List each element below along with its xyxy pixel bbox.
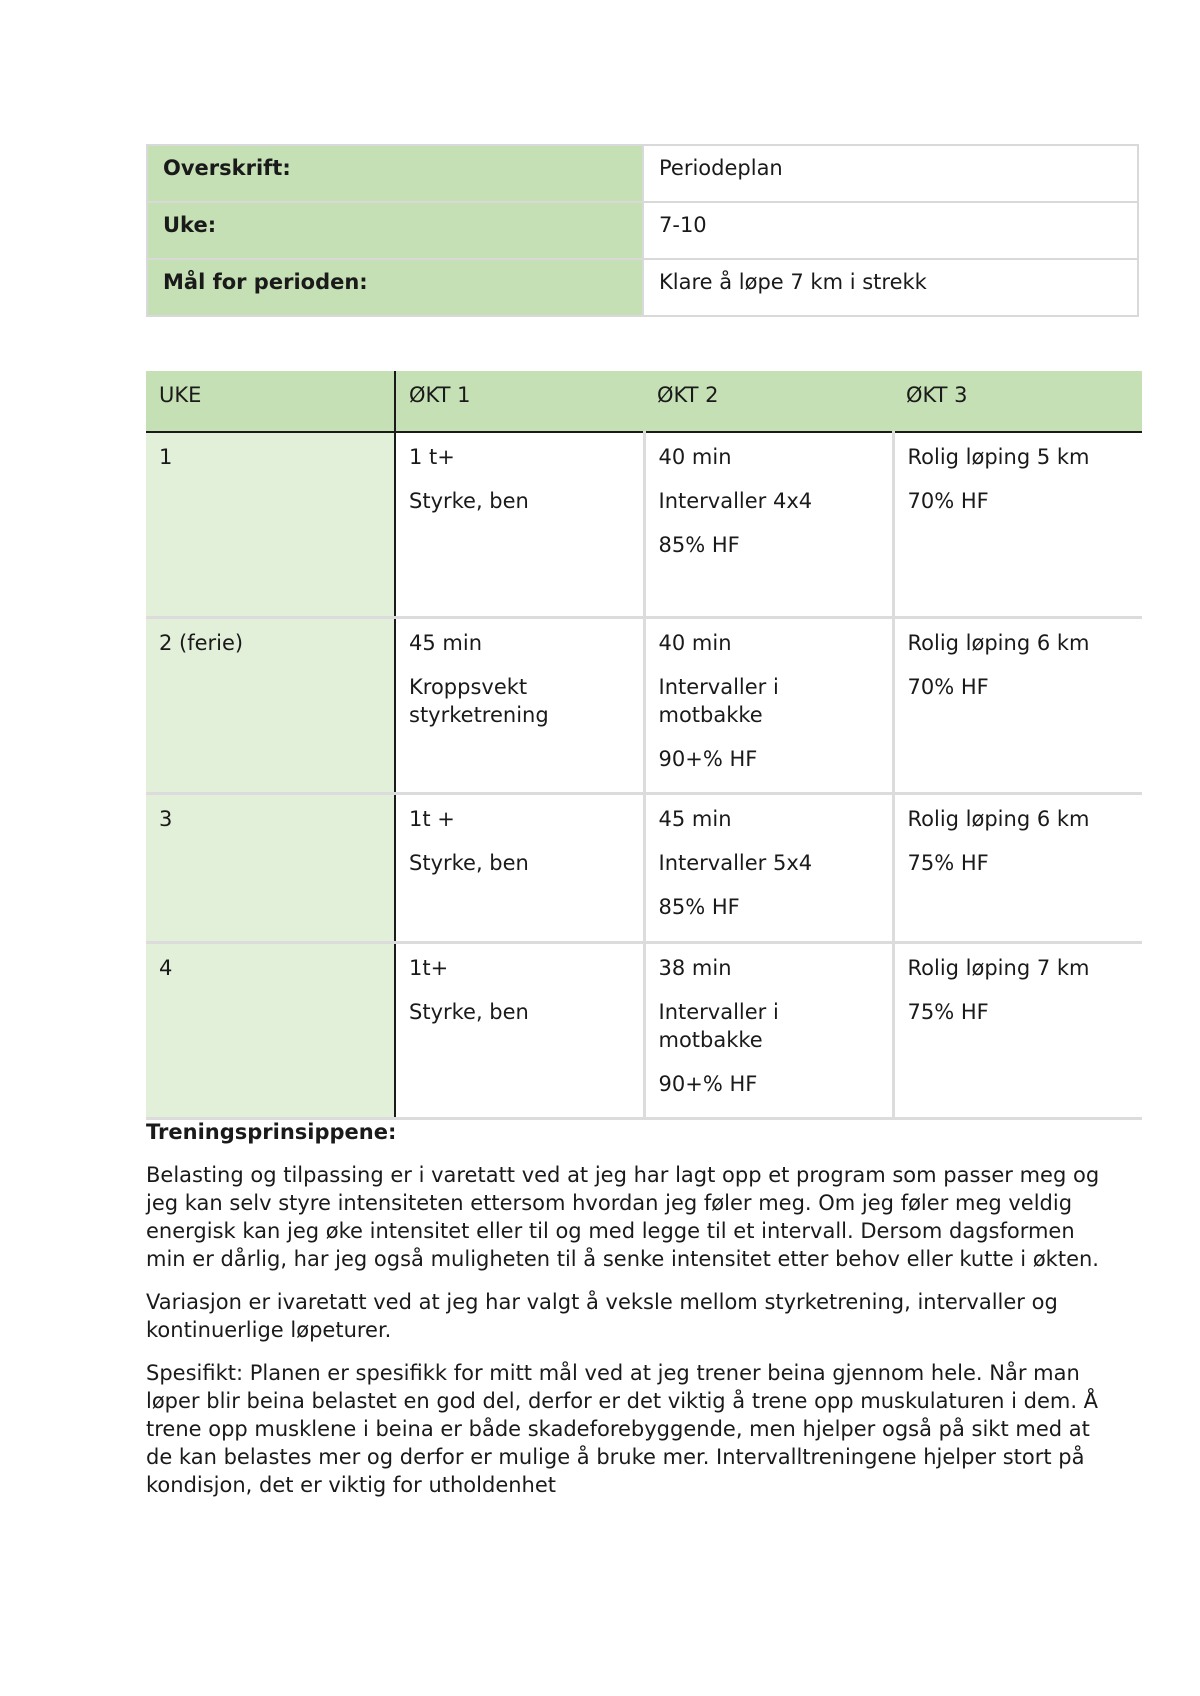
session-text: Rolig løping 6 km: [907, 806, 1090, 831]
principles-paragraph-variation: Variasjon er ivaretatt ved at jeg har valgt å veksle mellom styrketrening, intervaller og kontinuerlige løpeturer.: [146, 1290, 1058, 1342]
session-text: 45 min: [409, 630, 482, 655]
session-text: 1t +: [409, 806, 455, 831]
header-session-3: ØKT 3: [893, 371, 1142, 432]
session-3-cell: [893, 942, 1142, 1118]
session-text: Intervaller i motbakke: [658, 999, 779, 1052]
week-number: 1: [159, 445, 173, 469]
session-text: 40 min: [658, 445, 732, 469]
goal-value: Klare å løpe 7 km i strekk: [643, 259, 1138, 316]
session-text: 90+% HF: [658, 746, 758, 771]
principles-paragraph-load: Belasting og tilpassing er i varetatt ved at jeg har lagt opp et program som passer meg og jeg kan selv styre intensiteten ettersom hvordan jeg føler meg. Om jeg føler meg veldig energisk kan jeg øke intensitet eller til og med legge til et intervall. Dersom dagsformen min er dårlig, har jeg også muligheten til å senke intensitet etter behov eller kutte i økten.: [146, 1163, 1100, 1271]
plan-header-row: [146, 371, 1142, 432]
session-2-cell: [644, 793, 893, 942]
week-cell: [146, 793, 395, 942]
session-text: Intervaller 5x4: [658, 850, 813, 875]
principles-title: Treningsprinsippene:: [146, 1120, 397, 1144]
session-1-cell: [395, 432, 644, 617]
session-1-cell: [395, 793, 644, 942]
session-text: 90+% HF: [658, 1071, 758, 1096]
session-text: 85% HF: [658, 894, 740, 919]
week-label: Uke:: [147, 202, 643, 259]
table-row: [146, 432, 1142, 617]
session-2-cell: [644, 432, 893, 617]
session-text: 70% HF: [907, 674, 989, 699]
session-text: 75% HF: [907, 999, 989, 1024]
week-cell: [146, 942, 395, 1118]
week-cell: [146, 432, 395, 617]
session-text: Rolig løping 5 km: [907, 445, 1090, 469]
session-text: Styrke, ben: [409, 850, 529, 875]
heading-label: Overskrift:: [147, 145, 643, 202]
week-number: 4: [159, 955, 173, 980]
header-session-1: ØKT 1: [395, 371, 644, 432]
session-3-cell: [893, 432, 1142, 617]
session-text: Kroppsvekt styrketrening: [409, 674, 549, 727]
goal-label: Mål for perioden:: [147, 259, 643, 316]
heading-value: Periodeplan: [643, 145, 1138, 202]
session-text: 1t+: [409, 955, 449, 980]
principles-paragraph-specific: Spesifikt: Planen er spesifikk for mitt mål ved at jeg trener beina gjennom hele. Når man løper blir beina belastet en god del, derfor er det viktig å trene opp muskulaturen i dem. Å trene opp musklene i beina er både skadeforebyggende, men hjelper også på sikt med at de kan belastes mer og derfor er mulige å bruke mer. Intervalltreningene hjelper stort på kondisjon, det er viktig for utholdenhet: [146, 1361, 1099, 1497]
training-plan-table: [146, 371, 1142, 1120]
table-row: [146, 793, 1142, 942]
week-number: 2 (ferie): [159, 630, 244, 655]
session-text: 40 min: [658, 630, 732, 655]
training-principles-section: [146, 1118, 1106, 1514]
session-text: 85% HF: [658, 533, 740, 557]
info-row-week: [147, 202, 1138, 259]
week-number: 3: [159, 806, 173, 831]
info-row-goal: [147, 259, 1138, 316]
header-week: UKE: [146, 371, 395, 432]
period-info-table: [146, 144, 1139, 317]
session-3-cell: [893, 617, 1142, 793]
session-text: Intervaller i motbakke: [658, 674, 779, 727]
session-text: 38 min: [658, 955, 732, 980]
week-value: 7-10: [643, 202, 1138, 259]
session-text: Intervaller 4x4: [658, 489, 813, 513]
session-3-cell: [893, 793, 1142, 942]
header-session-2: ØKT 2: [644, 371, 893, 432]
table-row: [146, 942, 1142, 1118]
session-text: Styrke, ben: [409, 489, 529, 513]
week-cell: [146, 617, 395, 793]
session-text: Rolig løping 7 km: [907, 955, 1090, 980]
session-text: 70% HF: [907, 489, 989, 513]
session-text: 75% HF: [907, 850, 989, 875]
session-2-cell: [644, 617, 893, 793]
info-row-heading: [147, 145, 1138, 202]
session-1-cell: [395, 942, 644, 1118]
session-2-cell: [644, 942, 893, 1118]
session-1-cell: [395, 617, 644, 793]
session-text: 45 min: [658, 806, 732, 831]
session-text: Styrke, ben: [409, 999, 529, 1024]
session-text: 1 t+: [409, 445, 455, 469]
table-row: [146, 617, 1142, 793]
session-text: Rolig løping 6 km: [907, 630, 1090, 655]
